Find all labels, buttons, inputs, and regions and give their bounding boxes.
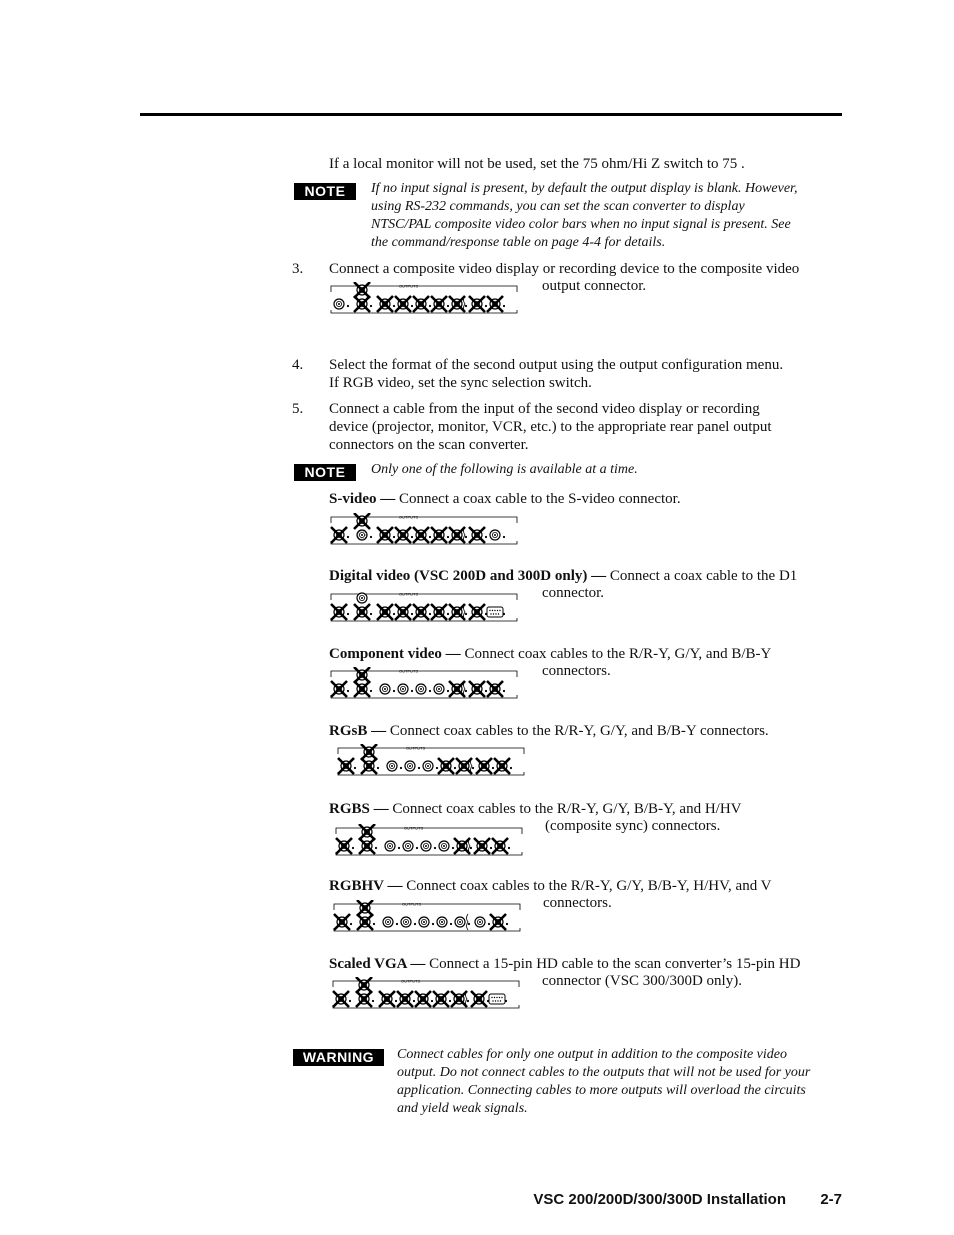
blocked-connector-icon — [413, 296, 429, 312]
blocked-connector-icon — [356, 991, 372, 1007]
panel-dot — [447, 613, 449, 615]
panel-dot — [470, 847, 472, 849]
warning-text: Connect cables for only one output in addition to the composite video output. Do not connect cables to the outputs that will not be used for your application. Connecting cables to more outputs will overload the circuits and yield weak signals. — [397, 1047, 811, 1116]
blocked-connector-icon — [377, 527, 393, 543]
panel-dot — [429, 305, 431, 307]
blocked-connector-icon — [356, 977, 372, 993]
option-component: Component video — Connect coax cables to the R/R-Y, G/Y, and B/B-Y — [329, 646, 772, 662]
intro-text: If a local monitor will not be used, set the 75 ohm/Hi Z switch to 75 . — [329, 156, 745, 172]
bnc-connector-icon — [437, 917, 447, 927]
panel-dot — [447, 536, 449, 538]
panel-dot — [503, 690, 505, 692]
panel-label: OUTPUTS — [401, 978, 421, 984]
panel-dot — [506, 923, 508, 925]
panel-dot — [411, 536, 413, 538]
panel-dot — [492, 767, 494, 769]
blocked-connector-icon — [415, 991, 431, 1007]
panel-dot — [372, 1000, 374, 1002]
blocked-connector-icon — [449, 681, 465, 697]
rear-panel-svg — [329, 513, 521, 547]
bnc-connector-icon — [434, 684, 444, 694]
panel-label: OUTPUTS — [399, 591, 419, 597]
blocked-connector-icon — [487, 681, 503, 697]
panel-dot — [485, 305, 487, 307]
blocked-connector-icon — [354, 604, 370, 620]
panel-outline-bottom — [331, 541, 517, 544]
panel-svideo-diagram — [329, 513, 521, 547]
option-digital: Digital video (VSC 200D and 300D only) — Connect a coax cable to the D1 — [329, 568, 798, 584]
blocked-connector-icon — [494, 758, 510, 774]
panel-dot — [490, 847, 492, 849]
panel-composite-diagram — [329, 282, 521, 316]
rear-panel-svg — [334, 824, 526, 858]
rear-panel-svg — [336, 744, 528, 778]
bnc-connector-icon — [416, 684, 426, 694]
panel-dot — [505, 1000, 507, 1002]
panel-dot — [431, 1000, 433, 1002]
blocked-connector-icon — [476, 758, 492, 774]
page-number: 2-7 — [820, 1191, 842, 1208]
blocked-connector-icon — [377, 296, 393, 312]
blocked-connector-icon — [413, 527, 429, 543]
note-badge: NOTE — [294, 183, 356, 200]
panel-dot — [503, 536, 505, 538]
panel-dot — [349, 1000, 351, 1002]
option-component-cont: connectors. — [542, 663, 611, 679]
panel-dot — [347, 690, 349, 692]
option-rgbs: RGBS — Connect coax cables to the R/R-Y, G/Y, B/B-Y, and H/HV — [329, 801, 742, 817]
panel-label: OUTPUTS — [404, 825, 424, 831]
blocked-connector-icon — [449, 604, 465, 620]
bnc-connector-icon — [398, 684, 408, 694]
panel-dot — [350, 923, 352, 925]
blocked-connector-icon — [334, 914, 350, 930]
panel-component-diagram — [329, 667, 521, 701]
blocked-connector-icon — [354, 296, 370, 312]
panel-dot — [465, 305, 467, 307]
panel-dot — [347, 305, 349, 307]
panel-dot — [411, 613, 413, 615]
option-svideo: S-video — Connect a coax cable to the S-video connector. — [329, 491, 681, 507]
panel-dot — [393, 690, 395, 692]
panel-outline-bottom — [331, 618, 517, 621]
panel-dot — [447, 690, 449, 692]
panel-dot — [449, 1000, 451, 1002]
bnc-connector-icon — [380, 684, 390, 694]
panel-dot — [468, 923, 470, 925]
blocked-connector-icon — [469, 681, 485, 697]
blocked-connector-icon — [431, 604, 447, 620]
panel-outline-bottom — [333, 1005, 519, 1008]
panel-dot — [373, 923, 375, 925]
panel-dot — [396, 923, 398, 925]
option-rgbhv: RGBHV — Connect coax cables to the R/R-Y, G/Y, B/B-Y, H/HV, and V — [329, 878, 772, 894]
panel-dot — [454, 767, 456, 769]
panel-dot — [465, 613, 467, 615]
panel-dot — [503, 613, 505, 615]
blocked-connector-icon — [359, 824, 375, 840]
blocked-connector-icon — [395, 527, 411, 543]
panel-vga-diagram — [331, 977, 523, 1011]
panel-dot — [393, 613, 395, 615]
blocked-connector-icon — [331, 527, 347, 543]
panel-dot — [510, 767, 512, 769]
bnc-connector-icon — [421, 841, 431, 851]
blocked-connector-icon — [456, 758, 472, 774]
panel-dot — [503, 305, 505, 307]
blocked-connector-icon — [354, 513, 370, 529]
bnc-connector-icon — [405, 761, 415, 771]
blocked-connector-icon — [379, 991, 395, 1007]
panel-dot — [413, 1000, 415, 1002]
panel-dot — [429, 690, 431, 692]
blocked-connector-icon — [438, 758, 454, 774]
rear-panel-svg — [332, 900, 524, 934]
step-3-number: 3. — [292, 261, 304, 277]
panel-digital-diagram — [329, 590, 521, 624]
blocked-connector-icon — [469, 527, 485, 543]
blocked-connector-icon — [469, 604, 485, 620]
panel-dot — [370, 613, 372, 615]
blocked-connector-icon — [397, 991, 413, 1007]
blocked-connector-icon — [361, 758, 377, 774]
panel-dot — [370, 536, 372, 538]
rear-panel-svg — [329, 590, 521, 624]
blocked-connector-icon — [449, 296, 465, 312]
panel-dot — [450, 923, 452, 925]
blocked-connector-icon — [354, 282, 370, 298]
step-3-text: Connect a composite video display or recording device to the composite video — [329, 261, 800, 277]
bnc-connector-icon — [334, 299, 344, 309]
panel-dot — [465, 536, 467, 538]
bnc-connector-icon — [385, 841, 395, 851]
panel-dot — [416, 847, 418, 849]
blocked-connector-icon — [413, 604, 429, 620]
panel-dot — [395, 1000, 397, 1002]
vga-connector-icon — [489, 994, 505, 1004]
panel-dot — [436, 767, 438, 769]
blocked-connector-icon — [361, 744, 377, 760]
header-rule — [140, 113, 842, 116]
rear-panel-svg — [331, 977, 523, 1011]
panel-dot — [485, 690, 487, 692]
blocked-connector-icon — [331, 681, 347, 697]
panel-dot — [393, 536, 395, 538]
panel-dot — [432, 923, 434, 925]
panel-dot — [447, 305, 449, 307]
panel-rgbhv-diagram — [332, 900, 524, 934]
blocked-connector-icon — [454, 838, 470, 854]
blocked-connector-icon — [357, 914, 373, 930]
step-5-text: Connect a cable from the input of the second video display or recording device (projector, monitor, VCR, etc.) to the appropriate rear panel output connectors on the scan converter. — [329, 401, 772, 453]
option-digital-cont: connector. — [542, 585, 605, 601]
note-1-text: If no input signal is present, by default the output display is blank. However, using RS-232 commands, you can set the scan converter to display NTSC/PAL composite video color bars when no input signal is present. See the command/response table on page 4-4 for details. — [371, 181, 798, 250]
panel-dot — [429, 613, 431, 615]
option-vga: Scaled VGA — Connect a 15-pin HD cable to the scan converter’s 15-pin HD — [329, 956, 801, 972]
bnc-connector-icon — [357, 593, 367, 603]
blocked-connector-icon — [487, 296, 503, 312]
blocked-connector-icon — [449, 527, 465, 543]
bnc-connector-icon — [357, 530, 367, 540]
panel-dot — [398, 847, 400, 849]
panel-dot — [375, 847, 377, 849]
bnc-connector-icon — [383, 917, 393, 927]
bnc-connector-icon — [403, 841, 413, 851]
blocked-connector-icon — [354, 681, 370, 697]
step-4-number: 4. — [292, 357, 304, 373]
panel-label: OUTPUTS — [399, 514, 419, 520]
panel-dot — [411, 690, 413, 692]
footer-title: VSC 200/200D/300/300D Installation — [533, 1191, 786, 1208]
panel-dot — [485, 536, 487, 538]
warning-badge: WARNING — [293, 1049, 384, 1066]
panel-rgbs-diagram — [334, 824, 526, 858]
bnc-connector-icon — [490, 530, 500, 540]
blocked-connector-icon — [431, 527, 447, 543]
blocked-connector-icon — [354, 667, 370, 683]
blocked-connector-icon — [474, 838, 490, 854]
panel-label: OUTPUTS — [399, 668, 419, 674]
bnc-connector-icon — [475, 917, 485, 927]
panel-dot — [472, 767, 474, 769]
blocked-connector-icon — [336, 838, 352, 854]
step-5-number: 5. — [292, 401, 304, 417]
panel-dot — [452, 847, 454, 849]
panel-dot — [411, 305, 413, 307]
bnc-connector-icon — [439, 841, 449, 851]
blocked-connector-icon — [469, 296, 485, 312]
panel-dot — [434, 847, 436, 849]
bnc-connector-icon — [423, 761, 433, 771]
option-rgbs-cont: (composite sync) connectors. — [545, 818, 721, 834]
panel-dot — [347, 536, 349, 538]
panel-dot — [370, 305, 372, 307]
note-badge-2: NOTE — [294, 464, 356, 481]
blocked-connector-icon — [492, 838, 508, 854]
panel-dot — [354, 767, 356, 769]
panel-dot — [467, 1000, 469, 1002]
bnc-connector-icon — [387, 761, 397, 771]
blocked-connector-icon — [359, 838, 375, 854]
blocked-connector-icon — [431, 296, 447, 312]
rear-panel-svg — [329, 282, 521, 316]
blocked-connector-icon — [471, 991, 487, 1007]
panel-label: OUTPUTS — [399, 283, 419, 289]
vga-connector-icon — [487, 607, 503, 617]
blocked-connector-icon — [338, 758, 354, 774]
step-3-text-cont: output connector. — [542, 278, 647, 294]
blocked-connector-icon — [490, 914, 506, 930]
blocked-connector-icon — [395, 604, 411, 620]
blocked-connector-icon — [395, 296, 411, 312]
blocked-connector-icon — [333, 991, 349, 1007]
bnc-connector-icon — [401, 917, 411, 927]
panel-dot — [418, 767, 420, 769]
panel-dot — [508, 847, 510, 849]
note-2-text: Only one of the following is available at a time. — [371, 462, 638, 477]
panel-dot — [429, 536, 431, 538]
blocked-connector-icon — [433, 991, 449, 1007]
panel-dot — [352, 847, 354, 849]
step-4-text: Select the format of the second output using the output configuration menu. If RGB video, set the sync selection switch. — [329, 357, 784, 391]
panel-dot — [488, 923, 490, 925]
panel-label: OUTPUTS — [402, 901, 422, 907]
option-vga-cont: connector (VSC 300/300D only). — [542, 973, 742, 989]
panel-dot — [377, 767, 379, 769]
rear-panel-svg — [329, 667, 521, 701]
bnc-connector-icon — [455, 917, 465, 927]
option-rgbhv-cont: connectors. — [543, 895, 612, 911]
panel-dot — [370, 690, 372, 692]
blocked-connector-icon — [377, 604, 393, 620]
panel-dot — [393, 305, 395, 307]
panel-bracket — [467, 914, 469, 930]
blocked-connector-icon — [357, 900, 373, 916]
blocked-connector-icon — [451, 991, 467, 1007]
option-rgsb: RGsB — Connect coax cables to the R/R-Y, G/Y, and B/B-Y connectors. — [329, 723, 769, 739]
panel-label: OUTPUTS — [406, 745, 426, 751]
blocked-connector-icon — [331, 604, 347, 620]
panel-dot — [347, 613, 349, 615]
panel-dot — [465, 690, 467, 692]
panel-dot — [414, 923, 416, 925]
panel-rgsb-diagram — [336, 744, 528, 778]
bnc-connector-icon — [419, 917, 429, 927]
panel-dot — [400, 767, 402, 769]
